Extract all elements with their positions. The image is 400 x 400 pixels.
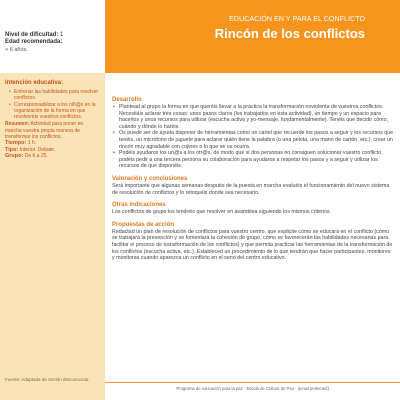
- footer-divider: [105, 382, 400, 383]
- header-banner: [105, 0, 400, 73]
- page-title: Rincón de los conflictos: [214, 26, 365, 41]
- development-item: • Os puede ser de ayuda disponer de herramientas como un cartel que recuerde los pasos a seguir y los recursos que tenéis, un micrófono de juguete para aclarar quién tiene la palabra (o una pelota, una mano de cartón, etc.), crear un rincón muy agradable con cojines o lo que se os ocurra.: [112, 130, 394, 150]
- proposals-heading: Propuestas de acción: [112, 221, 175, 228]
- summary-label: Resumen:: [5, 121, 30, 128]
- source-note: Fuente: Adaptada de Sesión desconocida.: [5, 377, 90, 382]
- series-title: EDUCACIÓN EN Y PARA EL CONFLICTO: [229, 16, 365, 23]
- time-value: 1 h.: [27, 140, 37, 147]
- intent-item: • Entrenar las habilidades para resolver conflictos.: [9, 89, 101, 102]
- intent-heading: Intención educativa:: [5, 80, 64, 86]
- other-heading: Otras indicaciones: [112, 202, 166, 209]
- intent-item: • Corresponsabilizar a los niñ@s en la organización de la forma en que resolveréis vuestros conflictos.: [9, 102, 101, 121]
- activity-summary: [0, 80, 105, 159]
- summary-text: Actividad para poner en marcha vuestra propia manera de transformar los conflictos.: [5, 121, 84, 141]
- difficulty-value: 1: [60, 32, 64, 38]
- proposals-text: Redactad un plan de resolución de conflictos para vuestro centro, que explicite cómo se educará en el conflicto (cómo se trabajará la prevención y se fomentará la cohesión de grupo, cómo se favorecerán las habilidades necesarias para facilitar el proceso de transformación de los conflictos) y que permita practicar las herramientas de la transformación de los conflictos (escucha activa, etc.). Estableced un procedimiento de lo que tendrán que hacer participantes, monitores y monitoras cuando aparezca un conflicto en el seno del centro educativo.: [112, 228, 393, 262]
- group-row: [5, 153, 101, 159]
- evaluation-text: Será importante que algunas semanas después de la puesta en marcha evaluéis el funcionamiento del nuevo sistema de resolución de conflictos y lo retoquéis donde sea necesario.: [112, 182, 390, 196]
- footer-credit: Programa de educación para la paz · Escola de Cultura de Pau · [email protected]: [176, 386, 329, 391]
- age-value: > 6 años.: [5, 47, 28, 53]
- development-heading: Desarrollo: [112, 97, 142, 103]
- difficulty-row: [5, 32, 105, 39]
- other-text: Los conflictos de grupo los tendréis que resolver en asamblea siguiendo los mismos criterios.: [112, 209, 332, 216]
- development-item: • Plantead al grupo la forma en que queréis llevar a la práctica la transformación noviolenta de vuestros conflictos. Necesitáis aclarar tres cosas: unos pasos claros (los trabajados en esta actividad), un tiempo y un espacio para hacerlos y unos recursos para utilizar (escucha activa y yo-mensaje, fundamentalmente). Tenéis que decidir cómo, cuándo y dónde lo haréis.: [112, 104, 394, 130]
- sidebar: [0, 0, 105, 400]
- meta-box: [0, 0, 105, 73]
- intent-list: [9, 89, 101, 120]
- evaluation-heading: Valoración y conclusiones: [112, 175, 188, 182]
- development-item: • Podéis ayudaros los un@s a los otr@s, de modo que si dos personas no consiguen solucionar vuestro conflicto, podéis pedir a una tercera persona su colaboración para ayudaros a respetar los pasos y a seguir y utilizar los recursos de que disponéis.: [112, 150, 394, 170]
- time-label: Tiempo:: [5, 140, 27, 147]
- difficulty-label: Nivel de dificultad:: [5, 32, 59, 38]
- group-label: Grupo:: [5, 152, 24, 159]
- type-label: Tipo:: [5, 146, 19, 153]
- development-list: [112, 104, 394, 170]
- summary: [5, 121, 101, 140]
- age-label: Edad recomendada:: [5, 39, 63, 45]
- type-value: Interior. Debate.: [19, 146, 56, 153]
- main-content: [112, 96, 394, 262]
- group-value: De 6 a 25.: [24, 152, 48, 159]
